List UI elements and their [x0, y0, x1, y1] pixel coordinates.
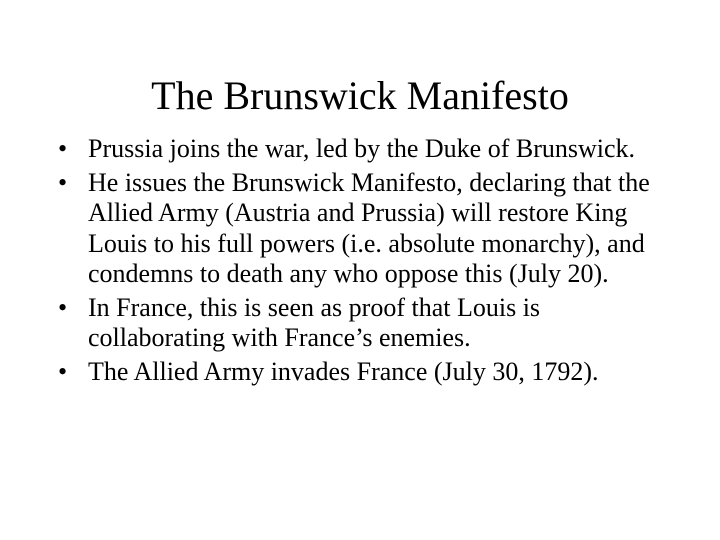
bullet-item	[58, 357, 668, 388]
bullet-item	[58, 134, 668, 165]
bullet-text: The Allied Army invades France (July 30, 1792).	[88, 356, 599, 386]
bullet-item	[58, 168, 668, 290]
bullet-list	[58, 134, 668, 390]
bullet-icon: •	[58, 356, 68, 386]
slide-title: The Brunswick Manifesto	[151, 73, 569, 118]
bullet-item	[58, 293, 668, 354]
bullet-text: He issues the Brunswick Manifesto, declaring that the Allied Army (Austria and Prussia) will restore King Louis to his full powers (i.e. absolute monarchy), and condemns to death any who oppose this (July 20).	[88, 167, 650, 288]
bullet-text: In France, this is seen as proof that Louis is collaborating with France’s enemies.	[88, 292, 541, 352]
bullet-icon: •	[58, 292, 68, 322]
bullet-icon: •	[58, 167, 68, 197]
bullet-icon: •	[58, 134, 68, 163]
bullet-text: Prussia joins the war, led by the Duke of Brunswick.	[88, 134, 636, 163]
